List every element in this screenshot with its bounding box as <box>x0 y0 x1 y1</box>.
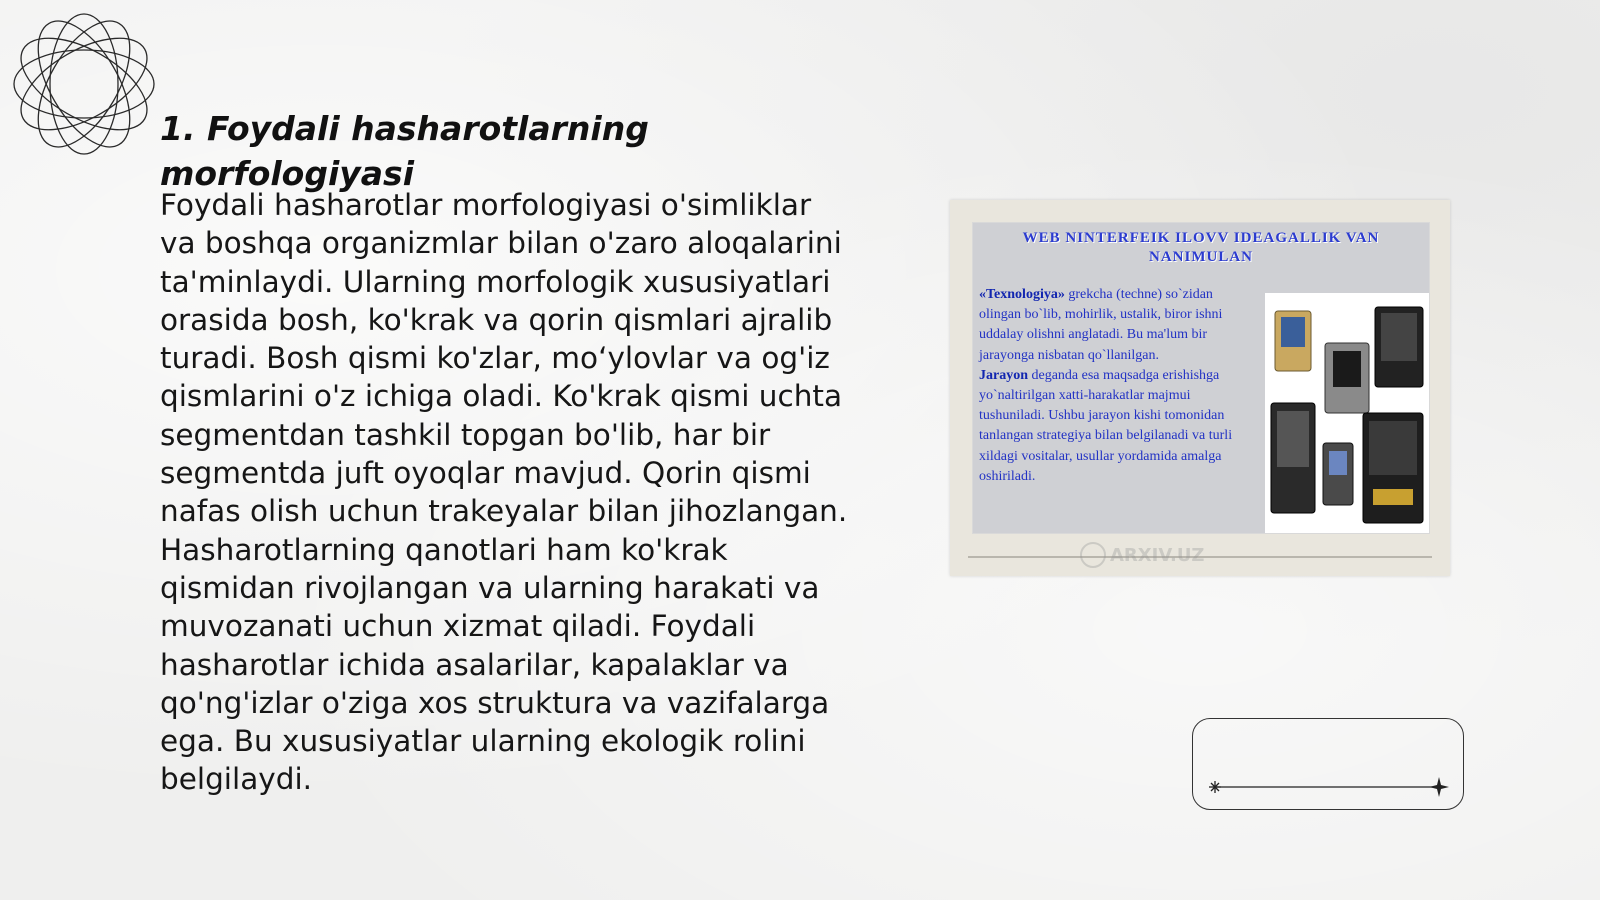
slide-body-text: Foydali hasharotlar morfologiyasi o'simliklar va boshqa organizmlar bilan o'zaro aloqalarini ta'minlaydi. Ularning morfologik xususiyatlari orasida bosh, ko'krak va qorin qismlari ajralib turadi. Bosh qismi ko'zlar, mo‘ylovlar va og'iz qismlarini o'z ichiga oladi. Ko'krak qismi uchta segmentdan tashkil topgan bo'lib, har bir segmentda juft oyoqlar mavjud. Qorin qismi nafas olish uchun trakeyalar bilan jihozlangan. Hasharotlarning qanotlari ham ko'krak qismidan rivojlangan va ularning harakati va muvozanati uchun xizmat qiladi. Foydali hasharotlar ichida asalarilar, kapalaklar va qo'ng'izlar o'ziga xos struktura va vazifalarga ega. Bu xususiyatlar ularning ekologik rolini belgilaydi. <box>160 188 848 797</box>
term-jarayon: Jarayon <box>979 367 1028 383</box>
arxiv-watermark <box>1080 542 1204 568</box>
watermark-text: ARXIV.UZ <box>1110 544 1205 566</box>
embedded-slide-text <box>979 285 1257 487</box>
jarayon-definition: deganda esa maqsadga erishishga yo`naltirilgan xatti-harakatlar majmui tushuniladi. Ushbu jarayon kishi tomonidan tanlangan strategiya bilan belgilanadi va turli xildagi vositalar, usullar yordamida amalga oshiriladi. <box>979 367 1233 484</box>
decorative-line-icon <box>1193 719 1465 811</box>
orbit-rings-icon <box>10 10 158 158</box>
decorative-frame <box>1192 718 1464 810</box>
term-texnologiya: «Texnologiya» <box>979 287 1065 302</box>
watermark-logo-icon <box>1080 542 1106 568</box>
computer-devices-illustration <box>1265 293 1429 534</box>
embedded-slide-content <box>972 222 1430 534</box>
slide-title: 1. Foydali hasharotlarning morfologiyasi <box>160 109 649 193</box>
embedded-slide-heading: WEB NINTERFEIK ILOVV IDEAGALLIK VAN NANIMULAN <box>1022 230 1380 265</box>
devices-photo <box>1265 293 1429 534</box>
embedded-slide-image <box>950 200 1450 576</box>
texnologiya-definition: grekcha (techne) so`zidan olingan bo`lib, mohirlik, ustalik, biror ishni uddalay olishni anglatadi. Bu ma'lum bir jarayonga nisbatan qo`llanilgan. <box>979 287 1223 363</box>
